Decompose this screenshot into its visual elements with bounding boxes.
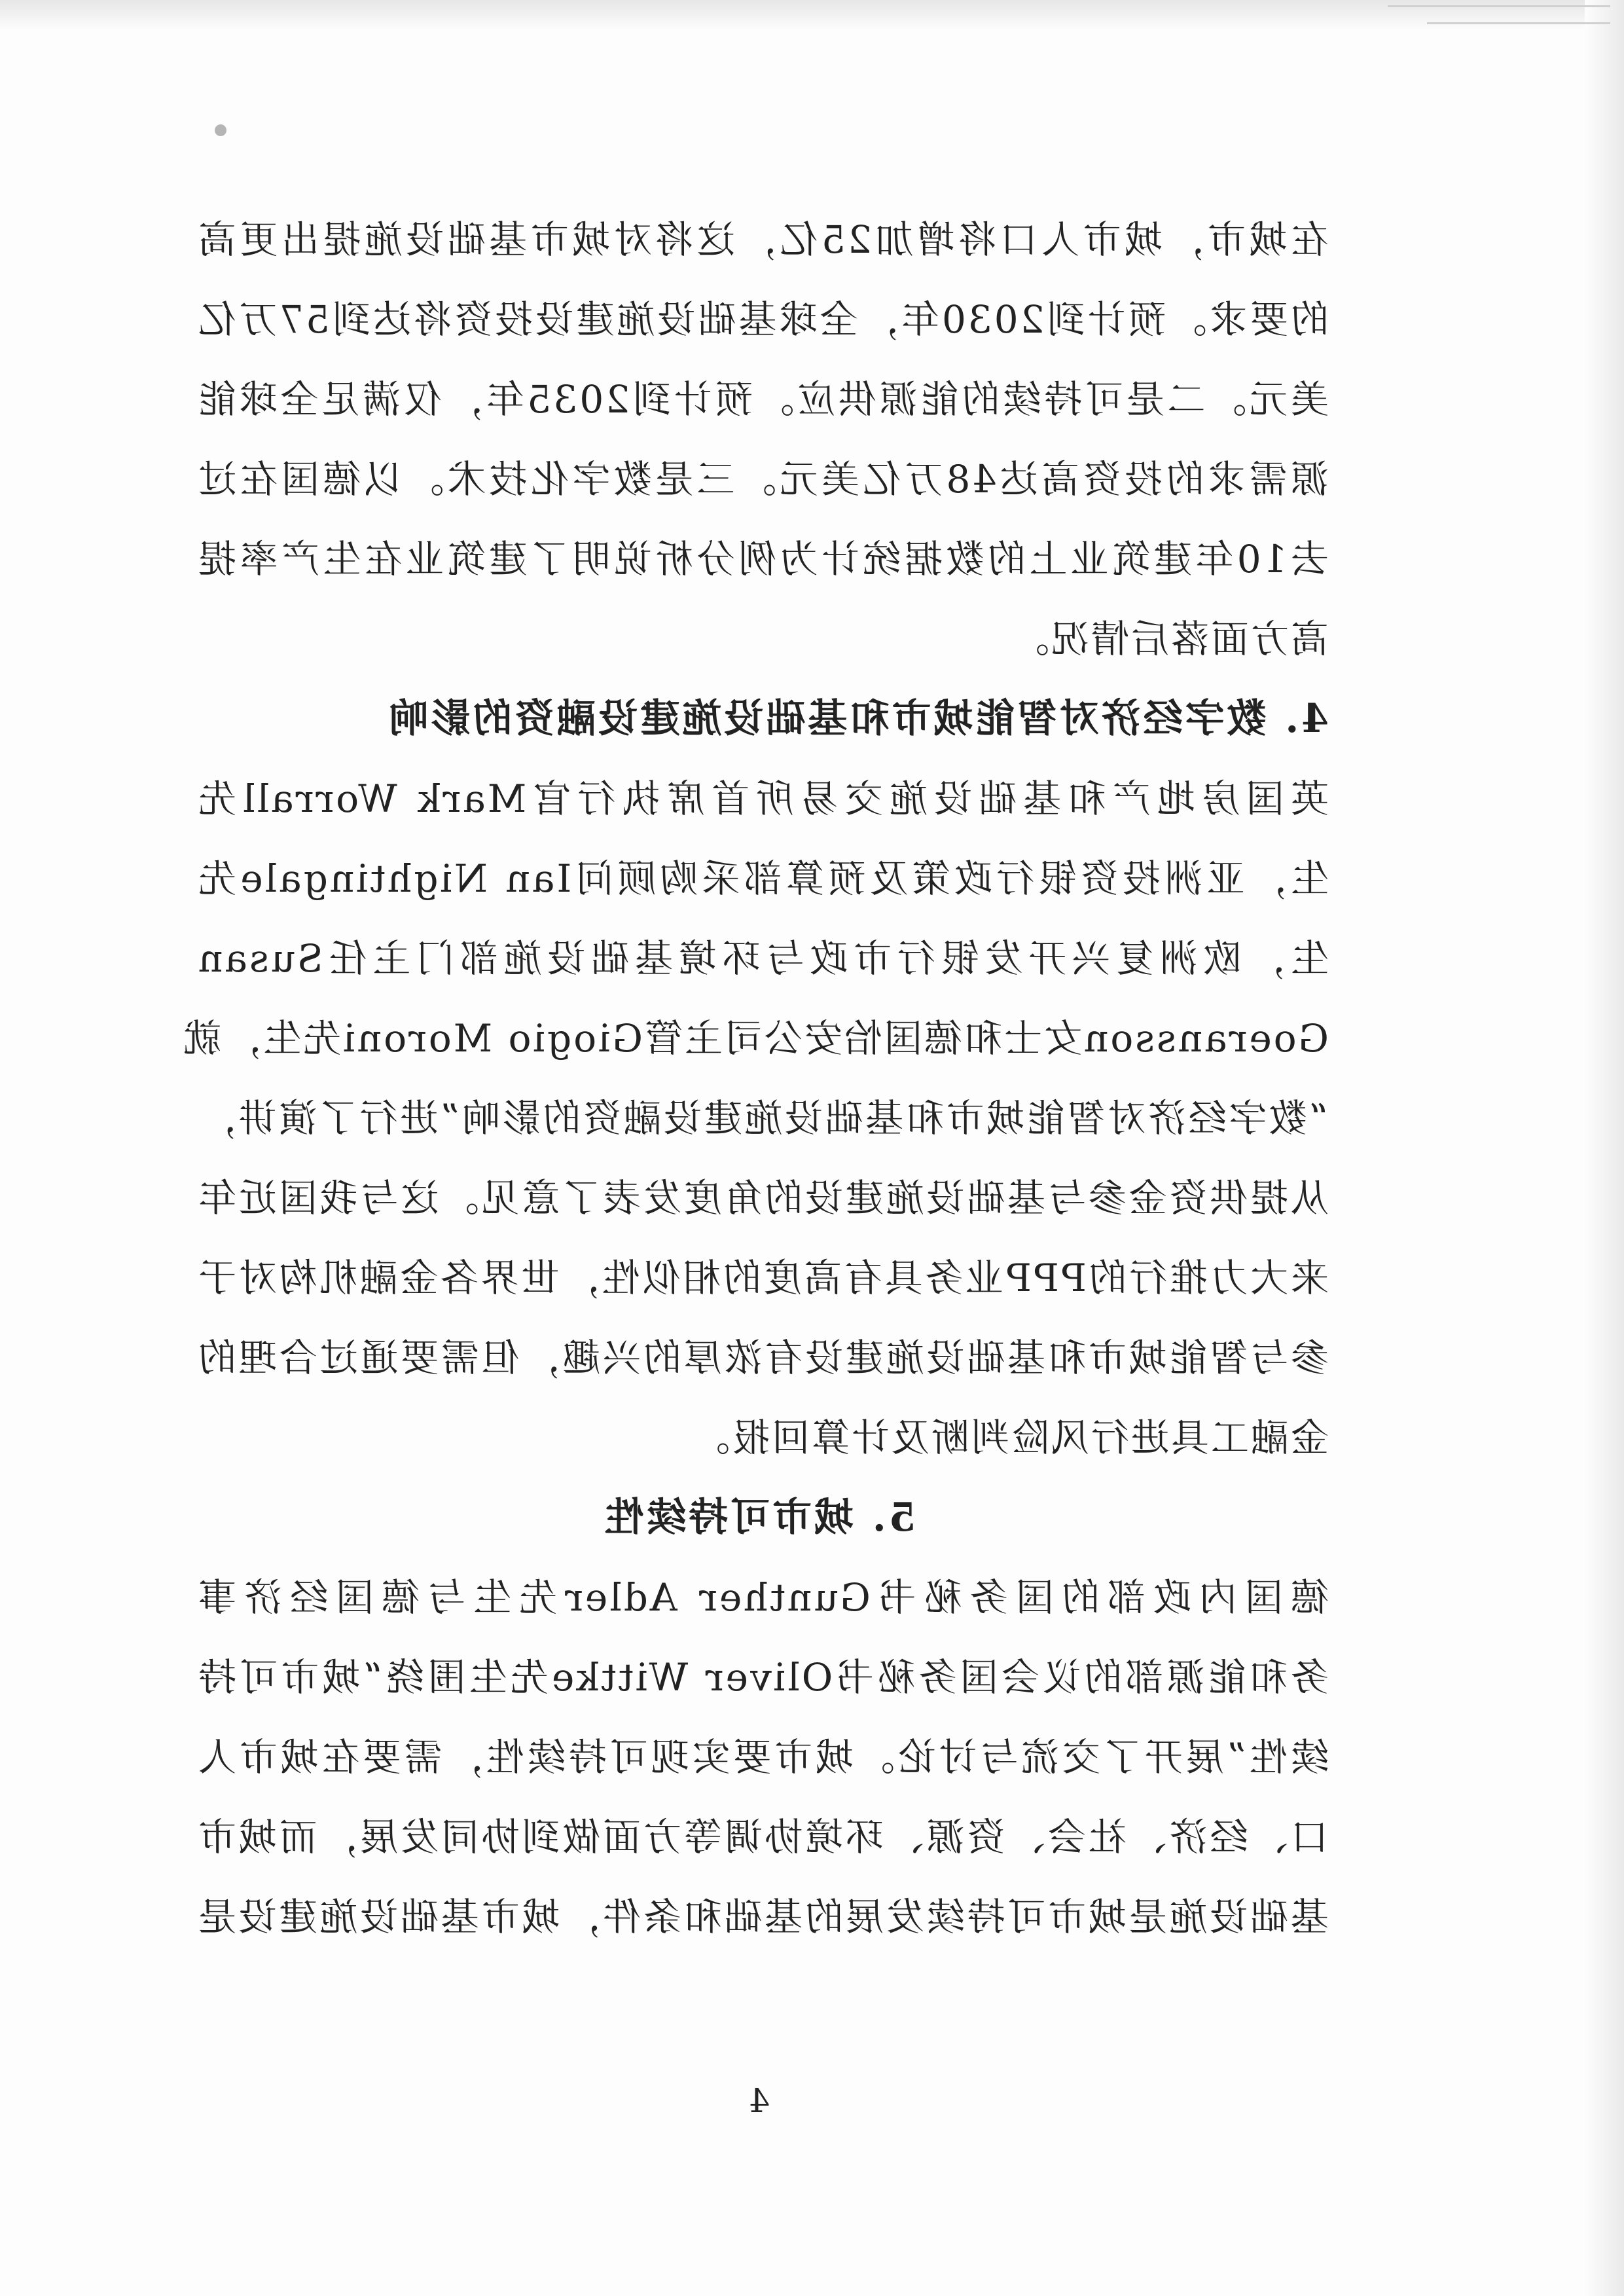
paragraph-line: 金融工具进行风险判断及计算回报。 [689,1415,1329,1460]
paragraph-line: 生，亚洲投资银行政策及预算部采购顾问Ian Nightingale先 [196,856,1329,901]
paragraph-line: Goeransson女士和德国怡安公司主管Giogio Moroni先生，就 [181,1016,1329,1061]
scan-edge-top [0,0,1624,30]
paragraph-line: “数字经济对智能城市和基础设施建设融资的影响”进行了演讲， [196,1096,1329,1140]
paragraph-line: 高方面落后情况。 [1009,617,1329,661]
section-heading-4: 4. 数字经济对智能城市和基础设施建设融资的影响 [386,696,1329,742]
paragraph-line: 英国房地产和基础设施交易所首席执行官Mark Worrall先 [196,776,1329,821]
scan-speck [215,124,226,136]
paragraph-line: 的要求。预计到2030年，全球基础设施建设投资将达到57万亿 [196,297,1329,342]
paragraph-line: 美元。二是可持续的能源供应。预计到2035年，仅满足全球能 [196,377,1329,422]
paragraph-line: 续性”展开了交流与讨论。城市要实现可持续性，需要在城市人 [196,1735,1329,1779]
scan-edge-line [1388,5,1610,7]
section-heading-5: 5. 城市可持续性 [602,1495,916,1540]
paragraph-line: 德国内政部的国务秘书Gunther Adler先生与德国经济事 [196,1575,1329,1620]
page-number: 4 [749,2082,770,2120]
paragraph-line: 生，欧洲复兴开发银行市政与环境基础设施部门主任Susan [196,936,1329,981]
paragraph-line: 基础设施是城市可持续发展的基础和条件，城市基础设施建设是 [196,1895,1329,1939]
scan-edge-right [1585,0,1624,2296]
body-text [181,200,1329,1957]
paragraph-line: 在城市，城市人口将增加25亿，这将对城市基础设施提出更高 [196,217,1329,262]
scan-edge-line [1427,22,1610,24]
paragraph-line: 从提供资金参与基础设施建设的角度发表了意见。这与我国近年 [196,1176,1329,1220]
paragraph-line: 口、经济、社会、资源、环境协调等方面做到协同发展，而城市 [196,1815,1329,1859]
paragraph-line: 来大力推行的PPP业务具有高度的相似性，世界各金融机构对于 [196,1256,1329,1300]
paragraph-line: 参与智能城市和基础设施建设有浓厚的兴趣，但需要通过合理的 [196,1336,1329,1380]
paragraph-line: 源需求的投资高达48万亿美元。三是数字化技术。以德国在过 [196,457,1329,501]
paragraph-line: 务和能源部的议会国务秘书Oliver Wittke先生围绕“城市可持 [196,1655,1329,1700]
paragraph-line: 去10年建筑业上的数据统计为例分析说明了建筑业在生产率提 [196,537,1329,581]
